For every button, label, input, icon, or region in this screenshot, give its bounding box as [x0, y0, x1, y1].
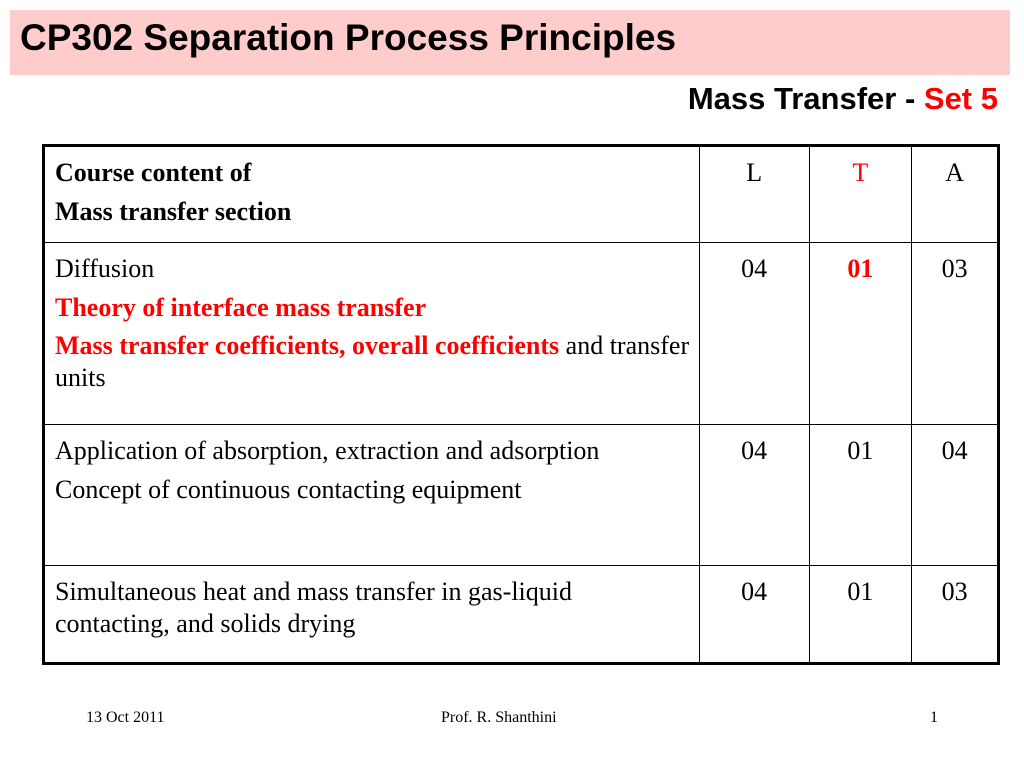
content-line: Theory of interface mass transfer: [55, 292, 427, 322]
content-line: Simultaneous heat and mass transfer in gas-liquid contacting, and solids drying: [55, 577, 573, 638]
header-content-cell: [44, 146, 700, 243]
table-row: [44, 243, 999, 425]
header-a: A: [912, 146, 999, 243]
content-line: [55, 330, 691, 393]
footer-date: 13 Oct 2011: [86, 709, 165, 726]
slide-subtitle: [688, 80, 998, 117]
content-line: Application of absorption, extraction and adsorption: [55, 436, 600, 465]
course-content-table: [42, 144, 1000, 665]
content-line: Diffusion: [55, 254, 155, 283]
slide-title: CP302 Separation Process Principles: [20, 17, 677, 58]
header-content-line2: Mass transfer section: [55, 196, 292, 226]
value-t: 01: [809, 566, 912, 664]
content-highlight: Mass transfer coefficients, overall coefficients: [55, 331, 560, 361]
footer-page-number: 1: [930, 709, 938, 726]
table-header-row: [44, 146, 999, 243]
value-l: 04: [699, 243, 809, 425]
value-t: 01: [809, 425, 912, 566]
subtitle-set-number: Set 5: [923, 81, 998, 116]
content-rest: and transfer units: [55, 331, 690, 393]
value-l: 04: [699, 425, 809, 566]
header-content-line1: Course content of: [55, 158, 252, 187]
subtitle-prefix: Mass Transfer -: [687, 81, 924, 116]
header-l: L: [699, 146, 809, 243]
content-cell: [44, 243, 700, 425]
header-t: T: [809, 146, 912, 243]
content-cell: [44, 566, 700, 664]
table-row: [44, 566, 999, 664]
value-a: 03: [912, 566, 999, 664]
value-a: 03: [912, 243, 999, 425]
content-cell: [44, 425, 700, 566]
value-t: 01: [809, 243, 912, 425]
table-row: [44, 425, 999, 566]
content-line: Concept of continuous contacting equipment: [55, 474, 522, 504]
footer-author: Prof. R. Shanthini: [441, 709, 557, 726]
value-l: 04: [699, 566, 809, 664]
value-a: 04: [912, 425, 999, 566]
